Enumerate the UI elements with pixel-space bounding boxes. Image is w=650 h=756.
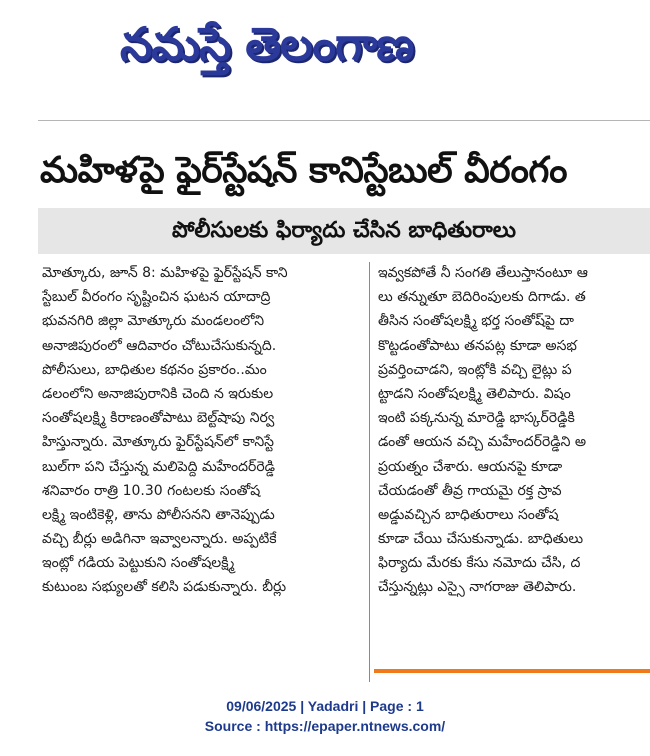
article-line: డంతో ఆయన వచ్చి మహేందర్‌రెడ్డిని అ <box>378 434 587 451</box>
article-line: ఇంటి పక్కనున్న మారెడ్డి భాస్కర్‌రెడ్డికి <box>378 410 575 427</box>
source-link[interactable]: Source : https://epaper.ntnews.com/ <box>204 718 446 734</box>
article-headline: మహిళపై ఫైర్‌స్టేషన్ కానిస్టేబుల్ వీరంగం <box>40 150 568 191</box>
article-subheadline: పోలీసులకు ఫిర్యాదు చేసిన బాధితురాలు <box>171 218 516 243</box>
article-line: ప్రవర్తించాడని, ఇంట్లోకి వచ్చి లైట్లు ప <box>378 361 572 378</box>
article-line: ప్రయత్నం చేశారు. ఆయనపై కూడా <box>378 458 563 475</box>
article-line: హిస్తున్నారు. మోత్కూరు ఫైర్‌స్టేషన్‌లో కానిస్టే <box>42 434 274 451</box>
article-line: పోలీసులు, బాధితుల కథనం ప్రకారం..మం <box>42 361 267 378</box>
article-line: భువనగిరి జిల్లా మోత్కూరు మండలంలోని <box>42 313 265 330</box>
article-line: కూడా చేయి చేసుకున్నాడు. బాధితులు <box>378 531 584 548</box>
article-line: స్టేబుల్ వీరంగం సృష్టించిన ఘటన యాదాద్రి <box>42 289 271 306</box>
article-line: సంతోషలక్ష్మి కిరాణంతోపాటు బెల్ట్‌షాపు నిర్వ <box>42 410 275 427</box>
article-line: తీసిన సంతోషలక్ష్మి భర్త సంతోష్‌పై దా <box>378 313 574 330</box>
column-divider <box>369 262 370 682</box>
article-line: అనాజిపురంలో ఆదివారం చోటుచేసుకున్నది. <box>42 337 277 354</box>
article-line: లు తన్నుతూ బెదిరింపులకు దిగాడు. త <box>378 289 586 306</box>
article-line: ట్టాడని సంతోషలక్ష్మి తెలిపారు. విషం <box>378 385 571 402</box>
article-line: ఫిర్యాదు మేరకు కేసు నమోదు చేసి, ద <box>378 555 581 572</box>
article-right-column <box>378 262 650 657</box>
accent-rule <box>374 669 650 673</box>
article-line: చేయడంతో తీవ్ర గాయమై రక్త స్రావ <box>378 482 562 499</box>
edition-info: 09/06/2025 | Yadadri | Page : 1 <box>226 698 424 714</box>
article-left-column <box>42 262 360 657</box>
article-line: డలంలోని అనాజిపురానికి చెంది న ఇరుకుల <box>42 385 274 402</box>
newspaper-masthead: నమస్తే తెలంగాణ <box>120 17 414 71</box>
article-line: ఇంట్లో గడియ పెట్టుకుని సంతోషలక్ష్మి <box>42 555 235 572</box>
article-line: శనివారం రాత్రి 10.30 గంటలకు సంతోష <box>42 482 261 499</box>
article-line: లక్ష్మి ఇంటికెళ్లి, తాను పోలీసనని తానెప్పుడు <box>42 506 275 523</box>
article-line: కుటుంబ సభ్యులతో కలిసి పడుకున్నారు. బీర్లు <box>42 579 287 596</box>
masthead-divider <box>38 120 650 121</box>
article-line: చేస్తున్నట్లు ఎస్సై నాగరాజు తెలిపారు. <box>378 579 577 596</box>
article-line: కొట్టడంతోపాటు తనపట్ల కూడా అసభ <box>378 337 577 354</box>
article-line: వచ్చి బీర్లు అడిగినా ఇవ్వాలన్నారు. అప్పటికే <box>42 531 277 548</box>
article-line: అడ్డువచ్చిన బాధితురాలు సంతోష <box>378 506 559 523</box>
article-line: బుల్‌గా పని చేస్తున్న మలిపెద్ది మహేందర్‌రెడ్డి <box>42 458 276 475</box>
article-line: మోత్కూరు, జూన్ 8: మహిళపై ఫైర్‌స్టేషన్ కాని <box>42 265 288 281</box>
article-line: ఇవ్వకపోతే నీ సంగతి తేలుస్తానంటూ ఆ <box>378 265 588 281</box>
